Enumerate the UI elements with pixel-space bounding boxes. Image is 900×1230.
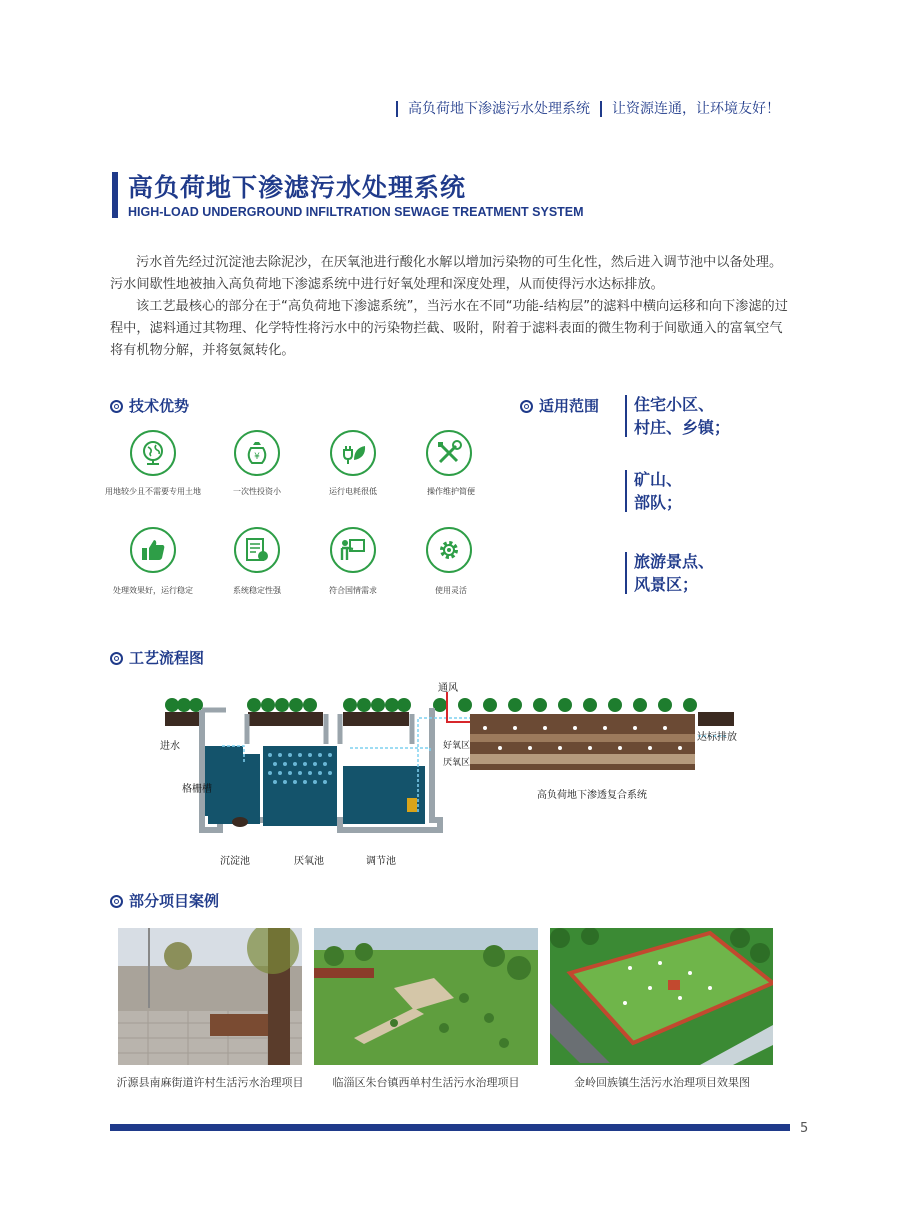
label-anaerobic: 厌氧池 bbox=[294, 856, 324, 867]
page-subtitle-en: HIGH-LOAD UNDERGROUND INFILTRATION SEWAGE TREATMENT SYSTEM bbox=[128, 205, 584, 219]
header-divider bbox=[396, 101, 398, 117]
process-flow-diagram bbox=[150, 670, 750, 870]
header-divider bbox=[600, 101, 602, 117]
svg-text:¥: ¥ bbox=[254, 452, 260, 462]
advantage-label: 系统稳定性强 bbox=[233, 586, 281, 595]
scope-group-1: 住宅小区、 村庄、乡镇； bbox=[634, 395, 731, 437]
globe-icon bbox=[130, 430, 176, 476]
page-number: 5 bbox=[800, 1121, 809, 1136]
label-vent: 通风 bbox=[438, 683, 458, 694]
scope-group-2: 矿山、 部队； bbox=[634, 470, 683, 512]
flow-heading: 工艺流程图 bbox=[110, 647, 204, 668]
label-grille: 格栅槽 bbox=[182, 784, 212, 795]
advantage-label: 符合国情需求 bbox=[329, 586, 377, 595]
advantages-heading: 技术优势 bbox=[110, 395, 189, 416]
circle-bullet-icon bbox=[110, 400, 123, 413]
label-system: 高负荷地下渗透复合系统 bbox=[537, 790, 647, 801]
scope-divider bbox=[625, 552, 627, 594]
case-caption-3: 金岭回族镇生活污水治理项目效果图 bbox=[574, 1076, 750, 1089]
gear-icon bbox=[426, 527, 472, 573]
case-photo-2 bbox=[314, 928, 538, 1065]
thumbs-up-icon bbox=[130, 527, 176, 573]
advantage-label: 运行电耗很低 bbox=[329, 487, 377, 496]
label-regulating: 调节池 bbox=[366, 856, 396, 867]
case-photo-3 bbox=[550, 928, 773, 1065]
plug-leaf-icon bbox=[330, 430, 376, 476]
page-title: 高负荷地下渗滤污水处理系统 bbox=[128, 173, 467, 202]
intro-paragraph-2: 该工艺最核心的部分在于“高负荷地下渗滤系统”，当污水在不同“功能-结构层”的滤料中横向运移和向下渗滤的过程中，滤料通过其物理、化学特性将污水中的污染物拦截、吸附，附着于滤料表面的微生物利于间歇通入的富氧空气将有机物分解，并将氨氮转化。 bbox=[110, 299, 788, 358]
label-aerobic-zone: 好氧区 bbox=[443, 741, 471, 751]
header-title: 高负荷地下渗滤污水处理系统 bbox=[408, 101, 590, 117]
label-inlet: 进水 bbox=[160, 741, 180, 752]
label-discharge: 达标排放 bbox=[697, 732, 737, 743]
footer-bar bbox=[110, 1124, 790, 1131]
case-caption-1: 沂源县南麻街道许村生活污水治理项目 bbox=[116, 1076, 304, 1089]
circle-bullet-icon bbox=[520, 400, 533, 413]
case-photo-1 bbox=[118, 928, 302, 1065]
label-anoxic-zone: 厌氧区 bbox=[443, 758, 471, 768]
title-accent-bar bbox=[112, 172, 118, 218]
scope-divider bbox=[625, 395, 627, 437]
advantage-label: 操作维护简便 bbox=[427, 487, 475, 496]
header-slogan: 让资源连通，让环境友好！ bbox=[612, 101, 780, 117]
presentation-icon bbox=[330, 527, 376, 573]
advantage-label: 用地较少且不需要专用土地 bbox=[105, 487, 201, 496]
advantage-label: 处理效果好，运行稳定 bbox=[113, 586, 193, 595]
money-bag-icon bbox=[234, 430, 280, 476]
cases-heading: 部分项目案例 bbox=[110, 890, 219, 911]
scope-group-3: 旅游景点、 风景区； bbox=[634, 552, 715, 594]
advantage-label: 使用灵活 bbox=[435, 586, 467, 595]
scope-divider bbox=[625, 470, 627, 512]
page-header bbox=[386, 98, 780, 118]
circle-bullet-icon bbox=[110, 652, 123, 665]
tools-icon bbox=[426, 430, 472, 476]
case-caption-2: 临淄区朱台镇西单村生活污水治理项目 bbox=[332, 1076, 520, 1089]
intro-paragraph-1: 污水首先经过沉淀池去除泥沙，在厌氧池进行酸化水解以增加污染物的可生化性，然后进入调节池中以备处理。污水间歇性地被抽入高负荷地下渗滤系统中进行好氧处理和深度处理，从而使得污水达标排放。 bbox=[110, 255, 783, 292]
circle-bullet-icon bbox=[110, 895, 123, 908]
scope-heading: 适用范围 bbox=[520, 395, 599, 416]
label-settling: 沉淀池 bbox=[220, 856, 250, 867]
certificate-icon bbox=[234, 527, 280, 573]
advantage-label: 一次性投资小 bbox=[233, 487, 281, 496]
